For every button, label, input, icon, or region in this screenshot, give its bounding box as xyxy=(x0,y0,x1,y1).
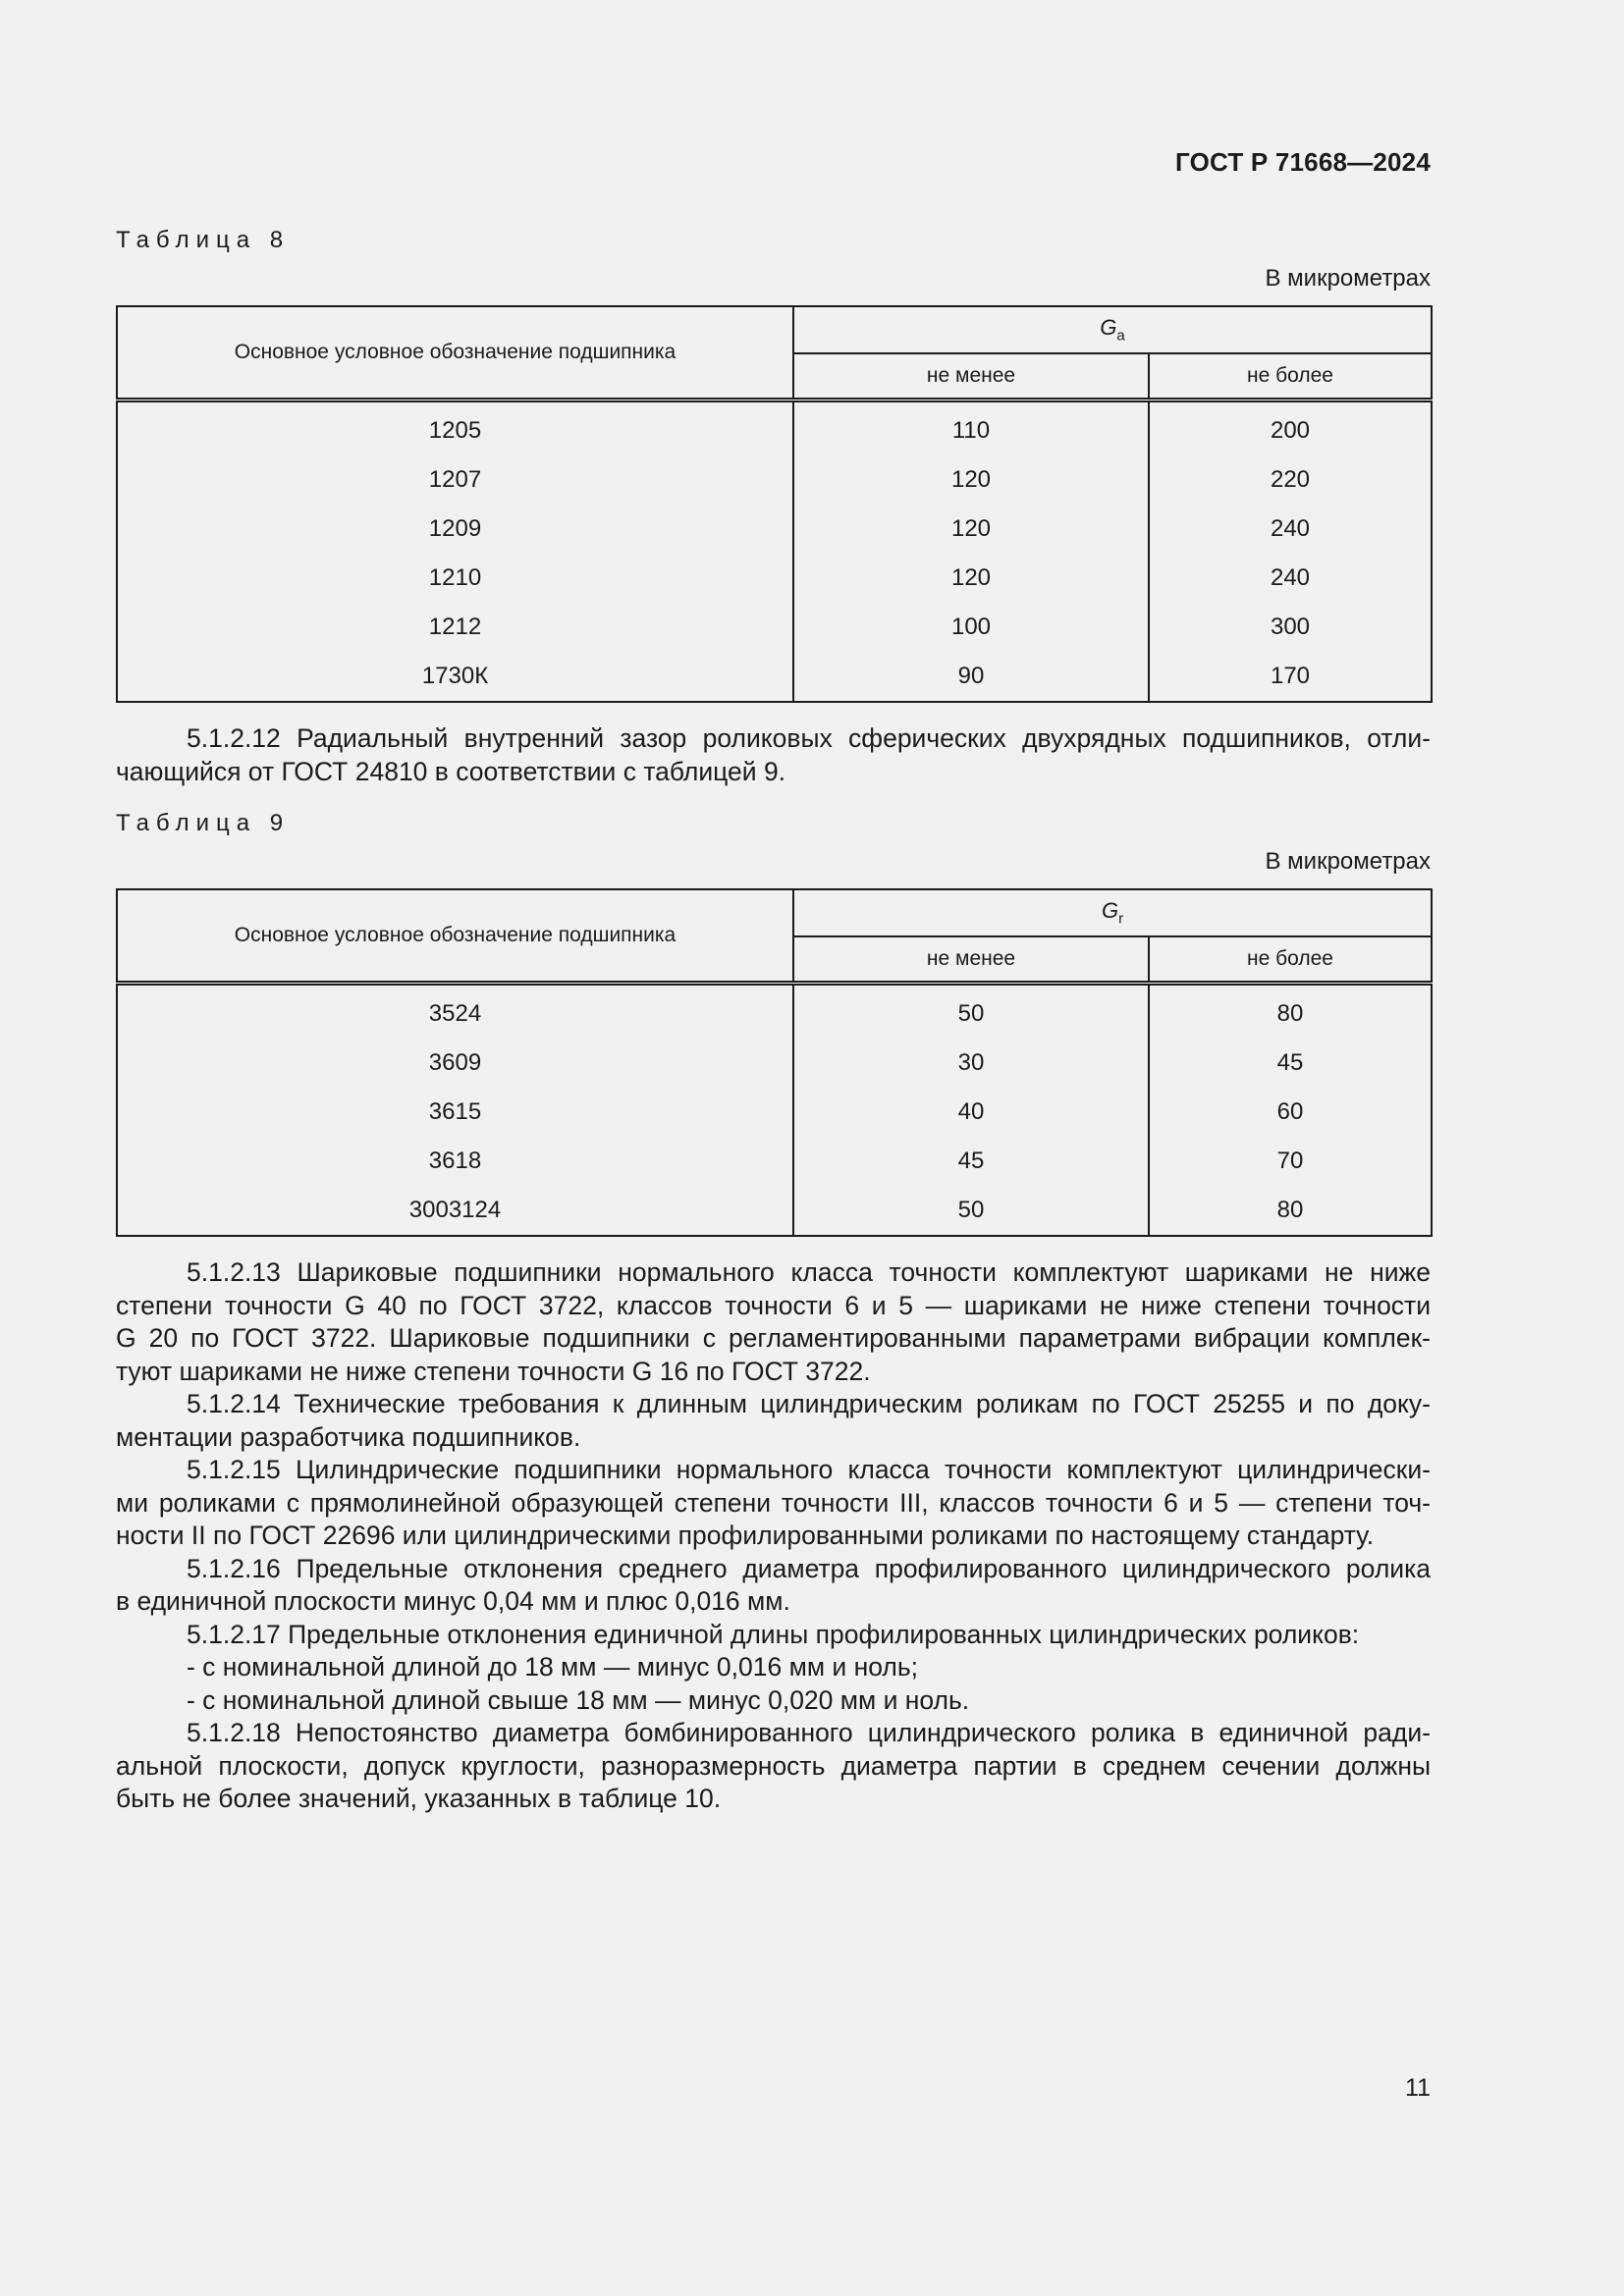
list-item: - с номинальной длиной свыше 18 мм — минус 0,020 мм и ноль. xyxy=(187,1684,970,1715)
designation-cell: 3003124 xyxy=(117,1186,793,1236)
table-8-header-symbol: $G_a$ xyxy=(793,306,1432,353)
table-row xyxy=(117,652,1432,702)
table-row xyxy=(117,1088,1432,1137)
table-8-header-min: не менее xyxy=(793,353,1149,400)
min-cell: 30 xyxy=(793,1039,1149,1088)
text-line: 5.1.2.13 Шариковые подшипники нормального класса точности комплектуют шариками не ниже xyxy=(187,1257,1431,1287)
table-row xyxy=(117,1039,1432,1088)
text-line: 5.1.2.18 Непостоянство диаметра бомбинированного цилиндрического ролика в единичной ради- xyxy=(187,1718,1431,1747)
table-9 xyxy=(116,888,1433,1237)
min-cell: 100 xyxy=(793,603,1149,652)
designation-cell: 1212 xyxy=(117,603,793,652)
table-row xyxy=(117,554,1432,603)
text-line: 5.1.2.17 Предельные отклонения единичной длины профилированных цилиндрических роликов: xyxy=(187,1619,1360,1649)
table-8 xyxy=(116,305,1433,703)
body-text xyxy=(116,1256,1431,1816)
text-line: ментации разработчика подшипников. xyxy=(116,1421,581,1452)
table-row xyxy=(117,1137,1432,1186)
text-line: ности II по ГОСТ 22696 или цилиндрическими профилированными роликами по настоящему стандарту. xyxy=(116,1521,1375,1550)
min-cell: 120 xyxy=(793,455,1149,505)
paragraph-5-1-2-17 xyxy=(116,1619,1431,1652)
text-line: 5.1.2.12 Радиальный внутренний зазор роликовых сферических двухрядных подшипников, отли- xyxy=(187,723,1431,753)
table-row xyxy=(117,400,1432,456)
text-line: 5.1.2.15 Цилиндрические подшипники нормального класса точности комплектуют цилиндрически- xyxy=(187,1455,1431,1484)
max-cell: 240 xyxy=(1149,505,1432,554)
paragraph-5-1-2-16 xyxy=(116,1553,1431,1586)
min-cell: 50 xyxy=(793,1186,1149,1236)
designation-cell: 3609 xyxy=(117,1039,793,1088)
designation-cell: 1205 xyxy=(117,400,793,456)
min-cell: 110 xyxy=(793,400,1149,456)
designation-cell: 3615 xyxy=(117,1088,793,1137)
table-9-title: Таблица 9 xyxy=(116,810,291,836)
table-9-header-designation: Основное условное обозначение подшипника xyxy=(117,889,793,984)
min-cell: 120 xyxy=(793,554,1149,603)
table-8-header-designation: Основное условное обозначение подшипника xyxy=(117,306,793,400)
min-cell: 50 xyxy=(793,984,1149,1040)
table-row xyxy=(117,603,1432,652)
designation-cell: 1207 xyxy=(117,455,793,505)
paragraph-5-1-2-18 xyxy=(116,1717,1431,1750)
paragraph-5-1-2-13 xyxy=(116,1256,1431,1290)
designation-cell: 1209 xyxy=(117,505,793,554)
text-line: ми роликами с прямолинейной образующей степени точности III, классов точности 6 и 5 — степени точ- xyxy=(116,1487,1431,1518)
table-9-header-min: не менее xyxy=(793,936,1149,984)
max-cell: 200 xyxy=(1149,400,1432,456)
table-row xyxy=(117,455,1432,505)
max-cell: 220 xyxy=(1149,455,1432,505)
paragraph-5-1-2-12 xyxy=(116,722,1431,788)
paragraph-5-1-2-15 xyxy=(116,1454,1431,1487)
page-number: 11 xyxy=(1405,2074,1431,2102)
max-cell: 70 xyxy=(1149,1137,1432,1186)
list-item: - с номинальной длиной до 18 мм — минус 0,016 мм и ноль; xyxy=(187,1652,918,1682)
designation-cell: 3618 xyxy=(117,1137,793,1186)
max-cell: 60 xyxy=(1149,1088,1432,1137)
table-row xyxy=(117,1186,1432,1236)
text-line: чающийся от ГОСТ 24810 в соответствии с таблицей 9. xyxy=(116,756,786,786)
table-9-header-symbol: $G_r$ xyxy=(793,889,1432,936)
text-line: 5.1.2.14 Технические требования к длинным цилиндрическим роликам по ГОСТ 25255 и по доку- xyxy=(187,1389,1431,1418)
table-8-title: Таблица 8 xyxy=(116,227,291,253)
max-cell: 45 xyxy=(1149,1039,1432,1088)
table-9-header-max: не более xyxy=(1149,936,1432,984)
text-line: в единичной плоскости минус 0,04 мм и плюс 0,016 мм. xyxy=(116,1586,790,1616)
table-9-units: В микрометрах xyxy=(1265,848,1431,875)
text-line: 5.1.2.16 Предельные отклонения среднего диаметра профилированного цилиндрического ролика xyxy=(187,1553,1431,1583)
designation-cell: 3524 xyxy=(117,984,793,1040)
text-line: туют шариками не ниже степени точности G 16 по ГОСТ 3722. xyxy=(116,1356,871,1386)
table-row xyxy=(117,984,1432,1040)
max-cell: 170 xyxy=(1149,652,1432,702)
table-8-units: В микрометрах xyxy=(1265,265,1431,292)
document-code: ГОСТ Р 71668—2024 xyxy=(1175,147,1431,177)
table-row xyxy=(117,505,1432,554)
designation-cell: 1210 xyxy=(117,554,793,603)
max-cell: 80 xyxy=(1149,984,1432,1040)
max-cell: 80 xyxy=(1149,1186,1432,1236)
text-line: быть не более значений, указанных в таблице 10. xyxy=(116,1784,722,1813)
min-cell: 40 xyxy=(793,1088,1149,1137)
designation-cell: 1730К xyxy=(117,652,793,702)
text-line: G 20 по ГОСТ 3722. Шариковые подшипники с регламентированными параметрами вибрации комплек- xyxy=(116,1323,1431,1353)
min-cell: 120 xyxy=(793,505,1149,554)
text-line: степени точности G 40 по ГОСТ 3722, классов точности 6 и 5 — шариками не ниже степени точности xyxy=(116,1290,1431,1320)
max-cell: 300 xyxy=(1149,603,1432,652)
paragraph-5-1-2-14 xyxy=(116,1388,1431,1421)
min-cell: 90 xyxy=(793,652,1149,702)
text-line: альной плоскости, допуск круглости, разноразмерность диаметра партии в среднем сечении должны xyxy=(116,1750,1431,1781)
min-cell: 45 xyxy=(793,1137,1149,1186)
table-8-header-max: не более xyxy=(1149,353,1432,400)
max-cell: 240 xyxy=(1149,554,1432,603)
